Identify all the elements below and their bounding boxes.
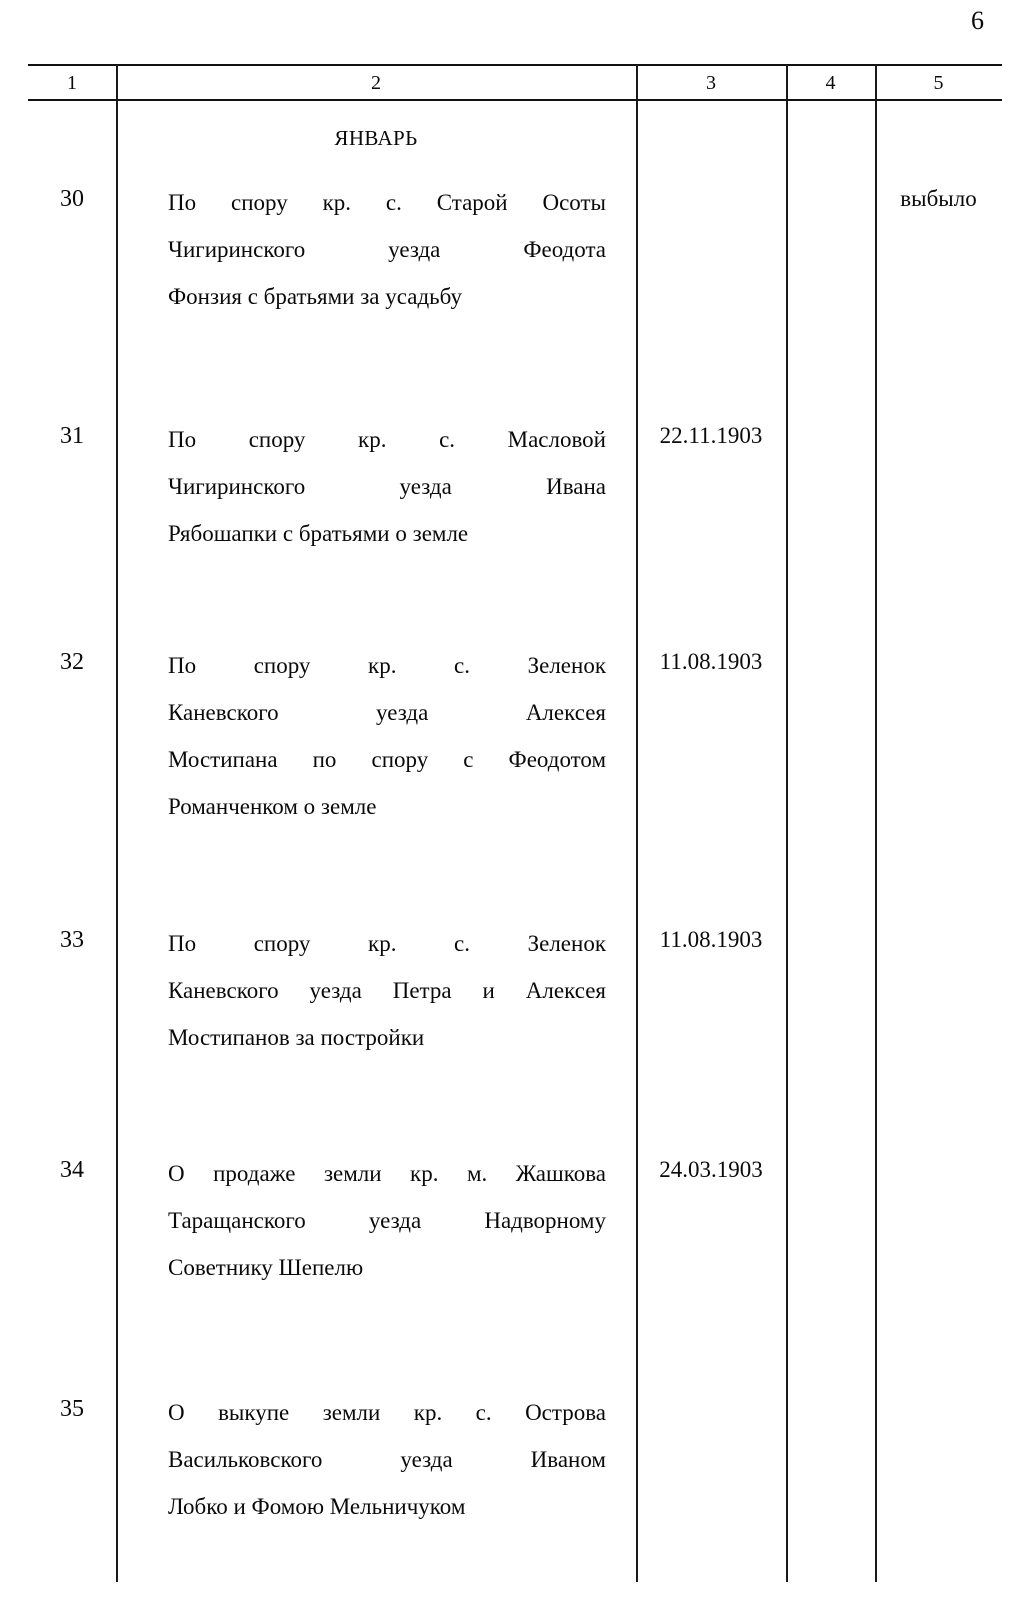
description-line: По спору кр. с. Масловой [168, 427, 606, 452]
row-description [168, 1389, 606, 1530]
description-line: Советнику Шепелю [168, 1255, 364, 1280]
row-number: 34 [60, 1157, 84, 1183]
row-number: 32 [60, 649, 84, 675]
description-line: Таращанского уезда Надворному [168, 1208, 606, 1233]
row-description [168, 1150, 606, 1291]
description-line: Мостипанов за постройки [168, 1025, 425, 1050]
month-heading: ЯНВАРЬ [334, 126, 418, 150]
row-date: 11.08.1903 [659, 927, 763, 952]
description-line: Каневского уезда Петра и Алексея [168, 978, 606, 1003]
row-description [168, 416, 606, 557]
description-line: Васильковского уезда Иваном [168, 1447, 606, 1472]
row-col5-status: выбыло [900, 186, 977, 211]
row-number: 30 [60, 186, 84, 212]
description-line: Лобко и Фомою Мельничуком [168, 1494, 466, 1519]
row-description [168, 179, 606, 320]
description-line: По спору кр. с. Зеленок [168, 653, 606, 678]
description-line: По спору кр. с. Старой Осоты [168, 190, 606, 215]
column-header-5: 5 [933, 72, 944, 94]
column-header-4: 4 [825, 72, 836, 94]
description-line: Каневского уезда Алексея [168, 700, 606, 725]
description-line: Чигиринского уезда Феодота [168, 237, 606, 262]
column-divider-1 [116, 64, 118, 1582]
column-header-3: 3 [706, 72, 716, 94]
description-line: О продаже земли кр. м. Жашкова [168, 1161, 606, 1186]
description-line: Романченком о земле [168, 794, 377, 819]
row-date: 22.11.1903 [659, 423, 763, 448]
row-number: 31 [60, 423, 84, 449]
row-number: 35 [60, 1396, 84, 1422]
column-divider-3 [786, 64, 788, 1582]
description-line: Мостипана по спору с Феодотом [168, 747, 606, 772]
description-line: Чигиринского уезда Ивана [168, 474, 606, 499]
row-date: 11.08.1903 [659, 649, 763, 674]
row-number: 33 [60, 927, 84, 953]
description-line: О выкупе земли кр. с. Острова [168, 1400, 606, 1425]
description-line: Фонзия с братьями за усадьбу [168, 284, 462, 309]
description-line: По спору кр. с. Зеленок [168, 931, 606, 956]
column-divider-4 [875, 64, 877, 1582]
column-header-1: 1 [67, 72, 77, 94]
row-description [168, 642, 606, 830]
column-header-2: 2 [371, 72, 381, 94]
table-top-rule [28, 64, 1002, 66]
page-number: 6 [971, 6, 984, 35]
register-table [28, 64, 1002, 1582]
row-description [168, 920, 606, 1061]
column-divider-2 [636, 64, 638, 1582]
table-header-rule [28, 99, 1002, 101]
row-date: 24.03.1903 [659, 1157, 763, 1182]
description-line: Рябошапки с братьями о земле [168, 521, 469, 546]
